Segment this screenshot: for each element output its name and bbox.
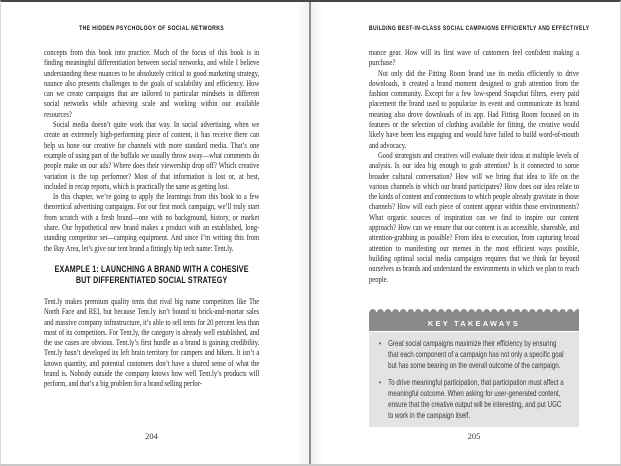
paragraph: In this chapter, we’re going to apply the learnings from this book to a few theoretical advertising campaigns. For our first mock campaign, we’ll truly start from scratch with a fresh brand—one with no background, history, or market share. Our hypothetical new brand makes a product with an established, long-standing competitor set—camping equipment. And since I’m writing this from the Bay Area, let’s give our tent brand a fittingly hip tech name: Tent.ly.: [44, 191, 260, 253]
right-page-body: [369, 47, 621, 284]
paragraph: mance gear. How will its first wave of customers feel confident making a purchase?: [369, 47, 579, 68]
right-page: [369, 2, 590, 464]
paragraph: Good strategists and creatives will evaluate their ideas at multiple levels of analysis. Is our idea big enough to grab attention? Is it connected to some broader cultural conversation? How will we bring that idea to life on the various channels in which our brand participates? How does our idea relate to the kinds of content and connections to which people already gravitate in those channels? How will each piece of content appear within those environments? What organic sources of inspiration can we find to inspire our content approach? How can we ensure that our content is as accessible, shareable, and attention-grabbing as possible? From idea to execution, from capturing broad attention to manifesting our memes in the most efficient ways possible, building optimal social media campaigns requires that we think far beyond ourselves as brands and understand the environments in which we plan to reach people.: [369, 149, 579, 284]
left-page-body: [44, 47, 331, 389]
key-takeaway-text: To drive meaningful participation, that participation must affect a meaningful outcome. When asking for user-generated content, ensure that the creative output will be interesting, and put UGC to work in the campaign itself.: [388, 378, 564, 420]
section-heading-line-2: BUT DIFFERENTIATED SOCIAL STRATEGY: [75, 275, 228, 287]
key-takeaways-header: [369, 312, 579, 332]
key-takeaways-body: [369, 332, 579, 427]
paragraph: Tent.ly makes premium quality tents that rival big name competitors like The North Face and REI, but because Tent.ly isn’t bound to brick-and-mortar sales and massive company infrastructure, it’s able to sell tents for 20 percent less than most of its competitors. For Tent.ly, the category is already well established, and the use cases are obvious. Tent.ly’s first hurdle as a brand is gaining credibility. Tent.ly hasn’t developed its left brain territory for campers and hikers. It isn’t a known quantity, and potential customers don’t have a shared sense of what the brand is. Nobody outside the company knows how well Tent.ly’s products will perform, and that’s a big problem for a brand selling perfor-: [44, 295, 260, 389]
section-heading: [44, 264, 259, 287]
key-takeaway-item: [379, 377, 565, 421]
paragraph: concepts from this book into practice. Much of the focus of this book is in finding meaningful differentiation between social networks, and while I believe understanding these nuances to be absolutely critical to good marketing strategy, naunce also presents challenges to the goals of scalability and efficiency. How can we create campaigns that are tailored to particular mindsets in different social networks while achieving scale and working within our available resources?: [44, 47, 260, 119]
section-heading-line-1: EXAMPLE 1: LAUNCHING A BRAND WITH A COHESIVE: [54, 263, 249, 275]
bullet-icon: •: [379, 339, 382, 348]
running-head-left-text: THE HIDDEN PSYCHOLOGY OF SOCIAL NETWORKS: [79, 25, 225, 32]
page-number-right: 205: [467, 431, 481, 441]
key-takeaways-title: KEY TAKEAWAYS: [427, 319, 521, 328]
key-takeaway-text: Great social campaigns maximize their efficiency by ensuring that each component of a campaign has not only a specific goal but has some bearing on the overall outcome of the campaign.: [388, 339, 564, 370]
running-head-left: [44, 25, 259, 33]
paragraph: Not only did the Fitting Room brand use its media efficiently to drive downloads, it created a brand moment designed to grab attention from the fashion community. Except for a few low-spend Snapchat filters, every paid placement the brand used to popularize its event and communicate its brand meaning also drove downloads of its app. Had Fitting Room focused on its features or the selection of clothing available for fitting, the creative would likely have been less engaging and would have failed to build word-of-mouth and advocacy.: [369, 67, 579, 150]
key-takeaway-item: [379, 338, 565, 371]
running-head-right: [369, 25, 590, 33]
running-head-right-text: BUILDING BEST-IN-CLASS SOCIAL CAMPAIGNS EFFICIENTLY AND EFFECTIVELY: [369, 25, 590, 32]
page-number-left: 204: [145, 431, 158, 441]
left-page: [44, 2, 259, 464]
paragraph: Social media doesn’t quite work that way. In social advertising, when we create an extremely high-performing piece of content, it has receive there can help us hone our creative for channels with more standard media. That’s one example of using part of the buffalo we usually throw away—what comments do people make on our ads? Where does their viewership drop off? Which creative variation is the top performer? Most of that information is lost or, at best, included in recap reports, which is practically the same as getting lost.: [44, 119, 260, 191]
bullet-icon: •: [379, 378, 382, 387]
key-takeaways-box: [369, 307, 579, 427]
